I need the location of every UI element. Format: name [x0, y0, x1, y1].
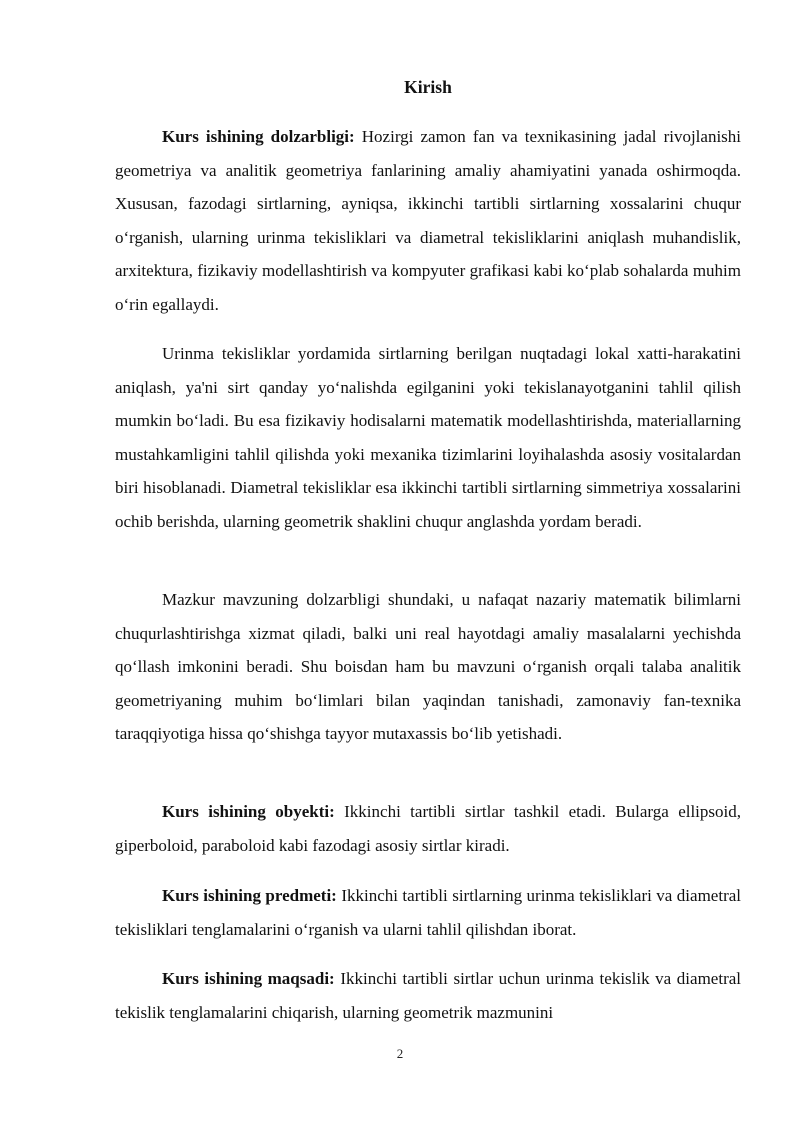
paragraph-text: Ikkinchi tartibli sirtlar uchun urinma tekislik va diametral tekislik tenglamalarini chiqarish, ularning geometrik mazmunini [115, 969, 741, 1022]
paragraph-text: Mazkur mavzuning dolzarbligi shundaki, u nafaqat nazariy matematik bilimlarni chuqurlashtirishga xizmat qiladi, balki uni real hayotdagi amaliy masalalarni yechishda qoʻllash imkonini beradi. Shu boisdan ham bu mavzuni oʻrganish orqali talaba analitik geometriyaning muhim boʻlimlari bilan yaqindan tanishadi, zamonaviy fan-texnika taraqqiyotiga hissa qoʻshishga tayyor mutaxassis boʻlib yetishadi. [115, 590, 741, 744]
paragraph-text: Ikkinchi tartibli sirtlar tashkil etadi. Bularga ellipsoid, giperboloid, paraboloid kabi fazodagi asosiy sirtlar kiradi. [115, 802, 741, 855]
paragraph-relevance [115, 120, 741, 322]
paragraph-text: Ikkinchi tartibli sirtlarning urinma tekisliklari va diametral tekisliklari tenglamalarini oʻrganish va ularni tahlil qilishdan iborat. [115, 886, 742, 939]
paragraph-tangent-planes [115, 337, 741, 539]
paragraph-text: Hozirgi zamon fan va texnikasining jadal rivojlanishi geometriya va analitik geometriya fanlarining amaliy ahamiyatini yanada oshirmoqda. Xususan, fazodagi sirtlarning, ayniqsa, ikkinchi tartibli sirtlarning xossalarini chuqur oʻrganish, ularning urinma tekisliklari va diametral tekisliklarini aniqlash muhandislik, arxitektura, fizikaviy modellashtirish va kompyuter grafikasi kabi koʻplab sohalarda muhim oʻrin egallaydi. [115, 127, 742, 314]
paragraph-lead: Kurs ishining predmeti: [162, 886, 337, 905]
paragraph-lead: Kurs ishining dolzarbligi: [162, 127, 355, 146]
paragraph-lead: Kurs ishining obyekti: [162, 802, 335, 821]
section-title: Kirish [404, 77, 452, 97]
paragraph-object [115, 795, 741, 862]
paragraph-text: Urinma tekisliklar yordamida sirtlarning berilgan nuqtadagi lokal xatti-harakatini aniqlash, ya'ni sirt qanday yoʻnalishda egilganini yoki tekislanayotganini tahlil qilish mumkin boʻladi. Bu esa fizikaviy hodisalarni matematik modellashtirishda, materiallarning mustahkamligini tahlil qilishda yoki mexanika tizimlarini loyihalashda asosiy vositalardan biri hisoblanadi. Diametral tekisliklar esa ikkinchi tartibli sirtlarning simmetriya xossalarini ochib berishda, ularning geometrik shaklini chuqur anglashda yordam beradi. [115, 344, 741, 531]
paragraph-subject [115, 879, 741, 946]
paragraph-lead: Kurs ishining maqsadi: [162, 969, 335, 988]
paragraph-topic-relevance [115, 583, 741, 751]
page-number: 2 [396, 1046, 404, 1061]
paragraph-goal [115, 962, 741, 1029]
